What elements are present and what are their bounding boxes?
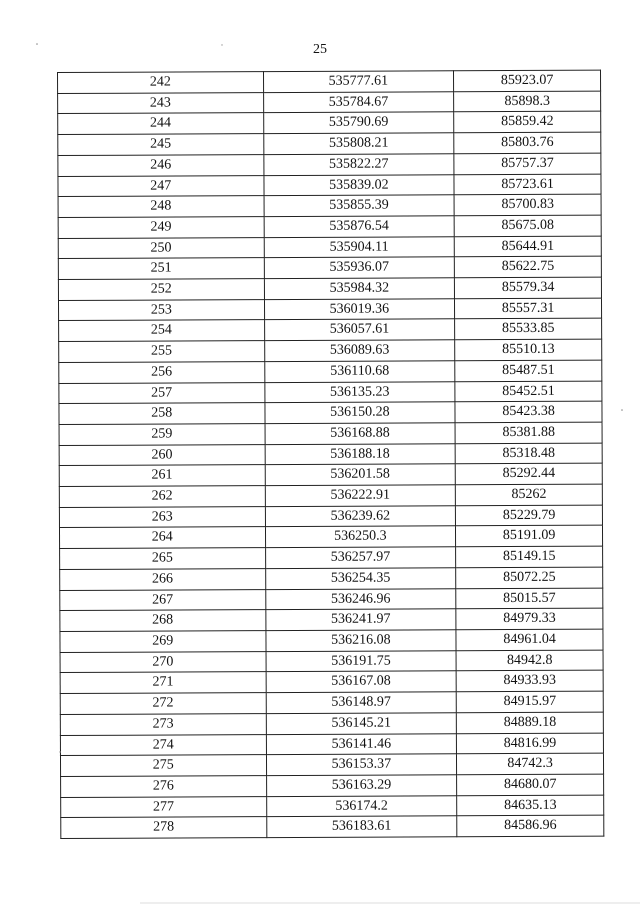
table-row xyxy=(58,153,601,176)
table-row xyxy=(58,277,601,300)
table-row xyxy=(58,112,601,135)
y-coordinate-cell: 85452.51 xyxy=(455,381,602,402)
y-coordinate-cell: 84742.3 xyxy=(457,753,604,774)
point-number-cell: 242 xyxy=(58,72,264,94)
x-coordinate-cell: 536216.08 xyxy=(265,630,456,652)
point-number-cell: 264 xyxy=(59,527,265,549)
point-number-cell: 265 xyxy=(60,548,266,570)
point-number-cell: 269 xyxy=(60,631,266,653)
y-coordinate-cell: 85381.88 xyxy=(455,422,602,443)
x-coordinate-cell: 536168.88 xyxy=(265,423,456,445)
table-row xyxy=(58,298,601,321)
y-coordinate-cell: 85757.37 xyxy=(454,153,601,174)
x-coordinate-cell: 536019.36 xyxy=(264,299,455,321)
point-number-cell: 266 xyxy=(60,568,266,590)
x-coordinate-cell: 536148.97 xyxy=(266,692,457,714)
table-row xyxy=(60,567,603,590)
x-coordinate-cell: 535839.02 xyxy=(263,174,454,196)
y-coordinate-cell: 85510.13 xyxy=(455,339,602,360)
x-coordinate-cell: 535822.27 xyxy=(263,154,454,176)
y-coordinate-cell: 85644.91 xyxy=(454,236,601,257)
y-coordinate-cell: 85423.38 xyxy=(455,401,602,422)
table-row xyxy=(60,629,603,652)
point-number-cell: 256 xyxy=(59,361,265,383)
x-coordinate-cell: 536250.3 xyxy=(265,526,456,548)
x-coordinate-cell: 536201.58 xyxy=(265,464,456,486)
table-row xyxy=(59,526,602,549)
y-coordinate-cell: 85292.44 xyxy=(455,463,602,484)
y-coordinate-cell: 84635.13 xyxy=(457,795,604,816)
point-number-cell: 254 xyxy=(59,320,265,342)
y-coordinate-cell: 85072.25 xyxy=(456,567,603,588)
y-coordinate-cell: 85229.79 xyxy=(456,505,603,526)
x-coordinate-cell: 535784.67 xyxy=(263,91,454,113)
point-number-cell: 246 xyxy=(58,154,264,176)
table-row xyxy=(58,194,601,217)
x-coordinate-cell: 536254.35 xyxy=(265,568,456,590)
y-coordinate-cell: 84586.96 xyxy=(457,815,604,836)
point-number-cell: 276 xyxy=(61,776,267,798)
x-coordinate-cell: 536057.61 xyxy=(264,319,455,341)
point-number-cell: 275 xyxy=(60,755,266,777)
x-coordinate-cell: 536110.68 xyxy=(264,361,455,383)
page-number: 25 xyxy=(313,42,327,57)
table-row xyxy=(59,339,602,362)
x-coordinate-cell: 536145.21 xyxy=(266,713,457,735)
table-row xyxy=(60,753,603,776)
y-coordinate-cell: 84680.07 xyxy=(457,774,604,795)
point-number-cell: 278 xyxy=(61,817,267,839)
coordinate-table xyxy=(57,70,604,839)
y-coordinate-cell: 85487.51 xyxy=(455,360,602,381)
y-coordinate-cell: 84979.33 xyxy=(456,608,603,629)
y-coordinate-cell: 85723.61 xyxy=(454,174,601,195)
y-coordinate-cell: 85557.31 xyxy=(455,298,602,319)
y-coordinate-cell: 85898.3 xyxy=(454,91,601,112)
x-coordinate-cell: 536150.28 xyxy=(264,402,455,424)
table-row xyxy=(59,319,602,342)
y-coordinate-cell: 85149.15 xyxy=(456,546,603,567)
y-coordinate-cell: 85191.09 xyxy=(456,526,603,547)
table-row xyxy=(59,505,602,528)
table-row xyxy=(60,650,603,673)
table-row xyxy=(59,443,602,466)
point-number-cell: 274 xyxy=(60,734,266,756)
y-coordinate-cell: 85803.76 xyxy=(454,132,601,153)
x-coordinate-cell: 535777.61 xyxy=(263,71,454,93)
x-coordinate-cell: 535790.69 xyxy=(263,112,454,134)
table-row xyxy=(59,484,602,507)
x-coordinate-cell: 535808.21 xyxy=(263,133,454,155)
x-coordinate-cell: 536153.37 xyxy=(266,754,457,776)
table-row xyxy=(58,91,601,114)
table-row xyxy=(60,546,603,569)
x-coordinate-cell: 536167.08 xyxy=(266,671,457,693)
y-coordinate-cell: 85622.75 xyxy=(455,256,602,277)
point-number-cell: 258 xyxy=(59,403,265,425)
y-coordinate-cell: 85859.42 xyxy=(454,112,601,133)
x-coordinate-cell: 535984.32 xyxy=(264,278,455,300)
x-coordinate-cell: 536163.29 xyxy=(266,775,457,797)
point-number-cell: 259 xyxy=(59,424,265,446)
table-row xyxy=(61,774,604,797)
table-row xyxy=(60,608,603,631)
y-coordinate-cell: 85675.08 xyxy=(454,215,601,236)
table-row xyxy=(60,691,603,714)
y-coordinate-cell: 84961.04 xyxy=(456,629,603,650)
x-coordinate-cell: 536183.61 xyxy=(266,816,457,838)
point-number-cell: 244 xyxy=(58,113,264,135)
table-row xyxy=(59,360,602,383)
y-coordinate-cell: 85533.85 xyxy=(455,319,602,340)
x-coordinate-cell: 535876.54 xyxy=(264,216,455,238)
y-coordinate-cell: 85262 xyxy=(456,484,603,505)
point-number-cell: 245 xyxy=(58,134,264,156)
y-coordinate-cell: 85015.57 xyxy=(456,588,603,609)
table-row xyxy=(60,671,603,694)
y-coordinate-cell: 84942.8 xyxy=(456,650,603,671)
point-number-cell: 262 xyxy=(59,486,265,508)
point-number-cell: 267 xyxy=(60,589,266,611)
table-row xyxy=(59,422,602,445)
table-row xyxy=(58,215,601,238)
point-number-cell: 270 xyxy=(60,651,266,673)
point-number-cell: 247 xyxy=(58,175,264,197)
table-row xyxy=(59,401,602,424)
point-number-cell: 272 xyxy=(60,693,266,715)
table-row xyxy=(61,795,604,818)
point-number-cell: 253 xyxy=(58,299,264,321)
x-coordinate-cell: 536089.63 xyxy=(264,340,455,362)
table-row xyxy=(60,733,603,756)
x-coordinate-cell: 536246.96 xyxy=(265,588,456,610)
point-number-cell: 250 xyxy=(58,237,264,259)
x-coordinate-cell: 535855.39 xyxy=(264,195,455,217)
x-coordinate-cell: 536222.91 xyxy=(265,485,456,507)
point-number-cell: 261 xyxy=(59,465,265,487)
point-number-cell: 249 xyxy=(58,217,264,239)
coordinate-table-body xyxy=(58,70,604,838)
table-row xyxy=(60,712,603,735)
point-number-cell: 248 xyxy=(58,196,264,218)
table-row xyxy=(58,256,601,279)
x-coordinate-cell: 536191.75 xyxy=(266,650,457,672)
x-coordinate-cell: 536141.46 xyxy=(266,733,457,755)
table-row xyxy=(58,174,601,197)
x-coordinate-cell: 535904.11 xyxy=(264,236,455,258)
y-coordinate-cell: 84933.93 xyxy=(456,671,603,692)
table-row xyxy=(59,463,602,486)
point-number-cell: 257 xyxy=(59,382,265,404)
x-coordinate-cell: 536135.23 xyxy=(264,381,455,403)
point-number-cell: 251 xyxy=(58,258,264,280)
y-coordinate-cell: 84816.99 xyxy=(457,733,604,754)
x-coordinate-cell: 536239.62 xyxy=(265,506,456,528)
table-row xyxy=(60,588,603,611)
point-number-cell: 268 xyxy=(60,610,266,632)
point-number-cell: 271 xyxy=(60,672,266,694)
point-number-cell: 252 xyxy=(58,279,264,301)
y-coordinate-cell: 85700.83 xyxy=(454,194,601,215)
point-number-cell: 260 xyxy=(59,444,265,466)
table-row xyxy=(59,381,602,404)
point-number-cell: 243 xyxy=(58,92,264,114)
point-number-cell: 273 xyxy=(60,713,266,735)
x-coordinate-cell: 536241.97 xyxy=(265,609,456,631)
table-row xyxy=(58,70,601,93)
point-number-cell: 263 xyxy=(59,506,265,528)
x-coordinate-cell: 536174.2 xyxy=(266,795,457,817)
y-coordinate-cell: 85579.34 xyxy=(455,277,602,298)
y-coordinate-cell: 84915.97 xyxy=(456,691,603,712)
y-coordinate-cell: 85923.07 xyxy=(454,70,601,91)
y-coordinate-cell: 85318.48 xyxy=(455,443,602,464)
x-coordinate-cell: 535936.07 xyxy=(264,257,455,279)
x-coordinate-cell: 536257.97 xyxy=(265,547,456,569)
y-coordinate-cell: 84889.18 xyxy=(457,712,604,733)
table-row xyxy=(58,132,601,155)
x-coordinate-cell: 536188.18 xyxy=(265,443,456,465)
point-number-cell: 255 xyxy=(59,341,265,363)
table-row xyxy=(61,815,604,838)
point-number-cell: 277 xyxy=(61,796,267,818)
table-row xyxy=(58,236,601,259)
